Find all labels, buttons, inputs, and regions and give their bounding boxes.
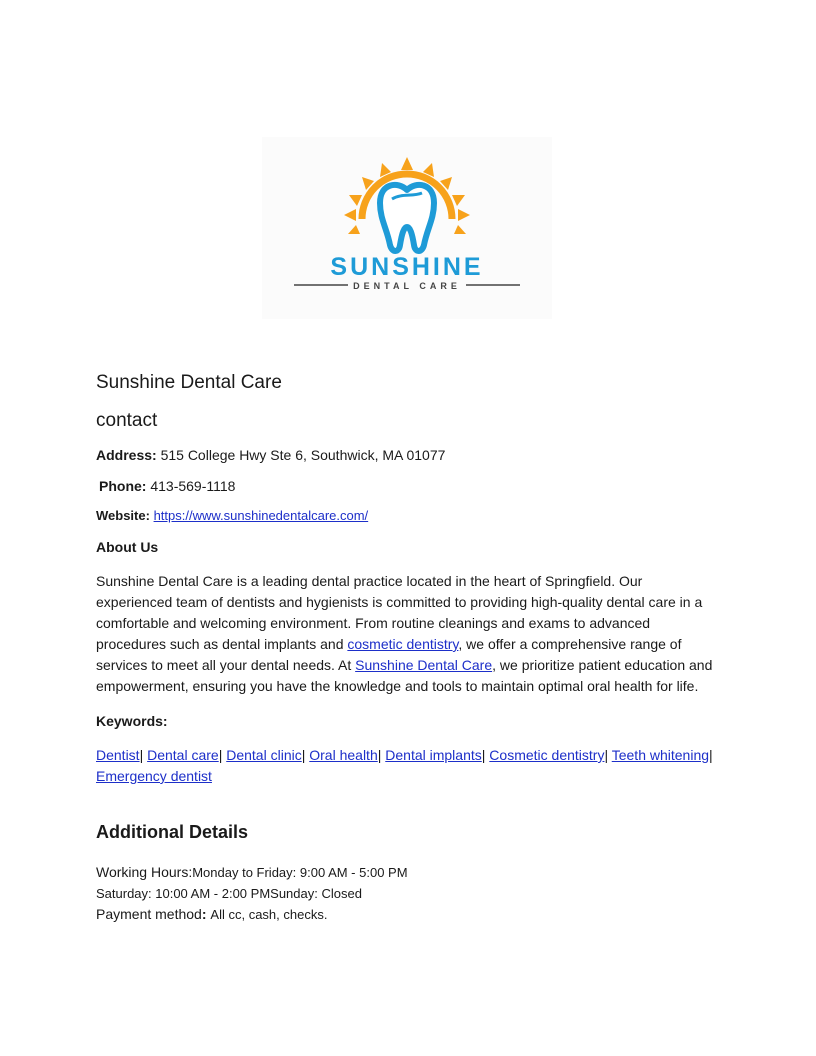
logo [262, 137, 552, 319]
payment-value: All cc, cash, checks. [210, 907, 328, 922]
phone-value: 413-569-1118 [150, 478, 236, 494]
working-hours-line [96, 862, 721, 925]
website-label: Website: [96, 508, 150, 523]
website-line [96, 506, 721, 526]
keyword-link[interactable]: Dental implants [385, 747, 482, 763]
keyword-link[interactable]: Emergency dentist [96, 768, 212, 784]
keyword-link[interactable]: Teeth whitening [611, 747, 710, 763]
keywords-heading: Keywords: [96, 713, 168, 729]
cosmetic-dentistry-link[interactable]: cosmetic dentistry [347, 636, 459, 652]
about-paragraph [96, 571, 721, 697]
keyword-link[interactable]: Cosmetic dentistry [489, 747, 605, 763]
keyword-link[interactable]: Dental care [147, 747, 219, 763]
keyword-separator: | [377, 747, 382, 763]
keyword-link[interactable]: Dentist [96, 747, 140, 763]
phone-label: Phone: [99, 478, 147, 494]
additional-details-heading: Additional Details [96, 822, 249, 842]
logo-brand-text: SUNSHINE [330, 253, 484, 281]
sun-tooth-logo-icon [262, 137, 552, 319]
sunshine-dental-care-link[interactable]: Sunshine Dental Care [355, 657, 493, 673]
document-body [96, 370, 721, 939]
keyword-separator: | [604, 747, 609, 763]
address-line [96, 445, 721, 465]
contact-heading: contact [96, 410, 158, 431]
about-text-3: , we prioritize patient education and empowerment, ensuring you have the knowledge and tools to maintain optimal oral health for life. [96, 657, 713, 694]
website-link[interactable]: https://www.sunshinedentalcare.com/ [153, 508, 369, 523]
phone-line [96, 476, 721, 496]
payment-colon: : [201, 906, 207, 922]
keyword-separator: | [218, 747, 223, 763]
keywords-list [96, 745, 721, 787]
keyword-link[interactable]: Oral health [309, 747, 378, 763]
address-value: 515 College Hwy Ste 6, Southwick, MA 01077 [160, 447, 446, 463]
working-hours-label: Working Hours: [96, 864, 193, 880]
business-title: Sunshine Dental Care [96, 372, 282, 393]
about-text-2: , we offer a comprehensive range of services to meet all your dental needs. At [96, 636, 682, 673]
working-hours-weekend: Saturday: 10:00 AM - 2:00 PMSunday: Closed [96, 886, 362, 901]
keyword-separator: | [139, 747, 144, 763]
payment-label: Payment method [96, 906, 202, 922]
keyword-link[interactable]: Dental clinic [226, 747, 302, 763]
working-hours-weekday: Monday to Friday: 9:00 AM - 5:00 PM [192, 865, 408, 880]
address-label: Address: [96, 447, 157, 463]
about-text-1: Sunshine Dental Care is a leading dental practice located in the heart of Springfield. Our experienced team of dentists and hygienists is committed to providing high-quality dental care in a comfortable and welcoming environment. From routine cleanings and exams to advanced procedures such as dental implants and [96, 573, 703, 652]
keyword-separator: | [481, 747, 486, 763]
keyword-separator: | [709, 747, 713, 763]
about-heading: About Us [96, 539, 159, 555]
keyword-separator: | [301, 747, 306, 763]
logo-tagline-text: DENTAL CARE [353, 281, 461, 291]
